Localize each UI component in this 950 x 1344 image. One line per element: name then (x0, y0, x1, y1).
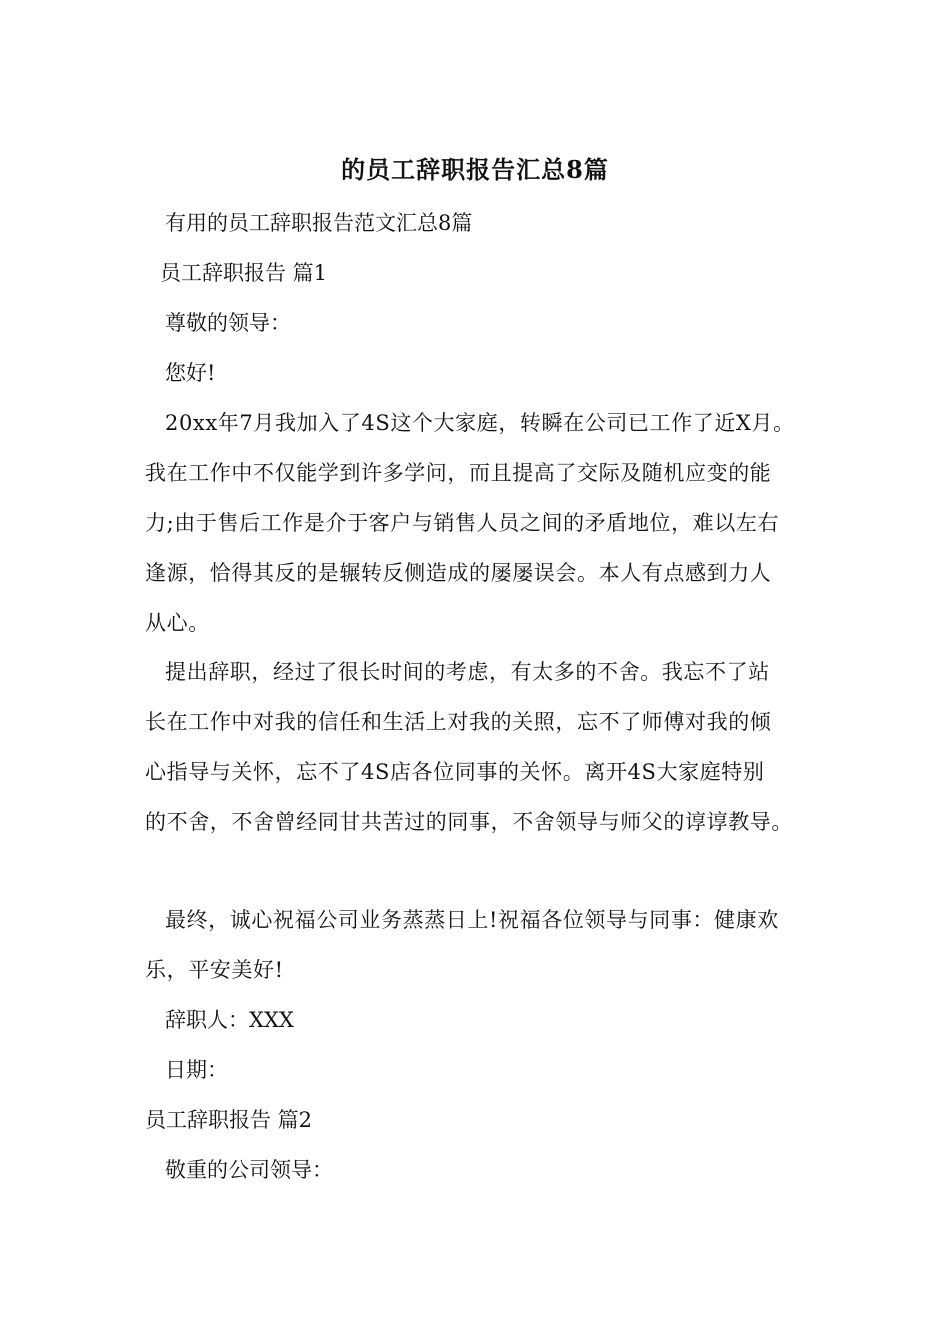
section-heading-2: 员工辞职报告 篇2 (145, 1108, 313, 1132)
paragraph-2-line: 的不舍，不舍曾经同甘共苦过的同事，不舍领导与师父的谆谆教导。 (145, 810, 793, 834)
paragraph-1-line: 逢源，恰得其反的是辗转反侧造成的屡屡误会。本人有点感到力人 (145, 561, 772, 585)
paragraph-2-line: 长在工作中对我的信任和生活上对我的关照，忘不了师傅对我的倾 (145, 710, 772, 734)
signature: 辞职人：XXX (165, 1008, 294, 1032)
salutation-1: 尊敬的领导： (165, 311, 291, 335)
paragraph-3-line: 最终，诚心祝福公司业务蒸蒸日上!祝福各位领导与同事：健康欢 (165, 908, 779, 932)
paragraph-1-line: 我在工作中不仅能学到许多学问，而且提高了交际及随机应变的能 (145, 461, 772, 485)
paragraph-1-line: 从心。 (145, 611, 210, 635)
paragraph-2-line: 心指导与关怀，忘不了4S店各位同事的关怀。离开4S大家庭特别 (145, 760, 765, 784)
paragraph-2-line: 提出辞职，经过了很长时间的考虑，有太多的不舍。我忘不了站 (165, 660, 770, 684)
greeting: 您好! (165, 361, 216, 385)
document-title: 的员工辞职报告汇总8篇 (341, 155, 609, 184)
paragraph-1-line: 力;由于售后工作是介于客户与销售人员之间的矛盾地位，难以左右 (145, 511, 780, 535)
paragraph-1-line: 20xx年7月我加入了4S这个大家庭，转瞬在公司已工作了近X月。 (165, 411, 795, 435)
section-heading-1: 员工辞职报告 篇1 (160, 261, 328, 285)
salutation-2: 敬重的公司领导： (165, 1158, 333, 1182)
paragraph-3-line: 乐，平安美好! (145, 958, 284, 982)
subtitle: 有用的员工辞职报告范文汇总8篇 (165, 211, 473, 235)
date-label: 日期： (165, 1058, 228, 1082)
